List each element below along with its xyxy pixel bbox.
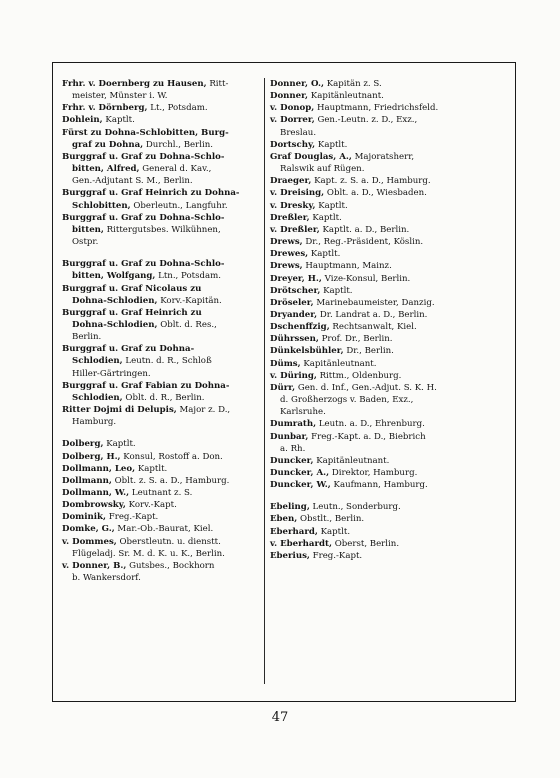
entry-details: Rittm., Oldenburg.	[316, 370, 402, 381]
column-divider	[264, 78, 265, 684]
entry-name: Donner, O.,	[270, 79, 324, 89]
entry-details: Gutsbes., Bockhorn b. Wankersdorf.	[72, 560, 215, 584]
entry-details: Marinebaumeister, Danzig.	[313, 297, 435, 308]
entry-details: Hauptmann, Friedrichsfeld.	[314, 103, 439, 114]
directory-entry	[62, 187, 258, 211]
entry-details: Kapitänleutnant.	[313, 455, 390, 466]
entry-name: Burggraf u. Graf Heinrich zu Dohna- Schlobitten,	[62, 188, 240, 211]
directory-entry	[62, 114, 258, 126]
entry-name: v. Dreßler,	[270, 224, 320, 235]
directory-entry	[270, 78, 510, 90]
entry-details: Kaptlt.	[308, 249, 341, 260]
directory-entry	[270, 102, 510, 114]
entry-name: Burggraf u. Graf zu Dohna-Schlo- bitten, Alfred,	[62, 151, 225, 175]
entry-name: v. Dreising,	[270, 188, 325, 199]
entry-name: Dolberg, H.,	[62, 451, 121, 462]
entry-details: Rechtsanwalt, Kiel.	[329, 322, 417, 333]
entry-name: Draeger,	[270, 176, 312, 187]
entry-details: Kapitänleutnant.	[308, 91, 384, 102]
directory-entry	[270, 260, 510, 272]
directory-entry	[270, 236, 510, 248]
directory-entry	[270, 285, 510, 297]
entry-details: Kaptlt.	[309, 212, 342, 223]
entry-details: Majoratsherr, Ralswik auf Rügen.	[280, 151, 415, 175]
directory-entry	[62, 343, 258, 379]
entry-name: v. Dommes,	[62, 536, 117, 547]
directory-entry	[270, 467, 510, 479]
entry-details: Kaptlt.	[320, 285, 353, 296]
entry-details: Freg.-Kapt. a. D., Biebrich a. Rh.	[280, 431, 426, 454]
entry-name: Dumrath,	[270, 419, 317, 430]
entry-name: Düms,	[270, 358, 301, 369]
entry-name: Dürr,	[270, 382, 296, 393]
entry-details: Oberstleutn. u. dienstt. Flügeladj. Sr. M. d. K. u. K., Berlin.	[72, 536, 225, 559]
directory-entry	[270, 321, 510, 333]
entry-name: v. Düring,	[270, 370, 317, 381]
entry-details: Oblt. d. R., Berlin.	[122, 392, 205, 403]
entry-details: Kaptlt.	[102, 115, 135, 126]
entry-name: Drewes,	[270, 249, 309, 260]
entry-name: Frhr. v. Doernberg zu Hausen,	[62, 79, 207, 89]
entry-name: Dombrowsky,	[62, 500, 126, 511]
entry-details: Leutn. d. R., Schloß Hiller-Gärtringen.	[72, 356, 212, 379]
directory-entry	[62, 463, 258, 475]
entry-details: Dr., Reg.-Präsident, Köslin.	[302, 237, 424, 248]
entry-name: Dollmann, Leo,	[62, 463, 136, 474]
page-number: 47	[271, 710, 289, 725]
directory-entry	[270, 479, 510, 491]
entry-details: Leutnant z. S.	[129, 488, 193, 498]
entry-details: Rittergutsbes. Wilkühnen, Ostpr.	[72, 224, 221, 248]
entry-name: Dröseler,	[270, 297, 314, 308]
entry-details: Freg.-Kapt.	[309, 550, 363, 561]
directory-entry	[270, 370, 510, 382]
entry-details: Vize-Konsul, Berlin.	[321, 273, 411, 284]
directory-entry	[270, 175, 510, 187]
entry-name: Burggraf u. Graf Heinrich zu Dohna-Schlodien,	[62, 307, 202, 330]
entry-name: Dollmann,	[62, 475, 112, 486]
directory-entry	[270, 358, 510, 370]
directory-entry	[270, 455, 510, 467]
entry-name: v. Eberhardt,	[270, 538, 332, 549]
entry-name: Burggraf u. Graf zu Dohna-Schlo- bitten, Wolfgang,	[62, 259, 225, 282]
entry-details: Dr. Landrat a. D., Berlin.	[317, 309, 428, 320]
directory-entry	[62, 102, 258, 114]
entry-details: Gen.-Leutn. z. D., Exz., Breslau.	[280, 115, 418, 138]
directory-entry	[270, 151, 510, 175]
entry-name: Frhr. v. Dörnberg,	[62, 103, 148, 114]
entry-name: v. Dorrer,	[270, 115, 315, 126]
directory-entry	[270, 114, 510, 138]
entry-details: Prof. Dr., Berlin.	[318, 334, 393, 345]
directory-entry	[270, 333, 510, 345]
entry-details: Ritt- meister, Münster i. W.	[72, 79, 229, 102]
directory-entry	[270, 526, 510, 538]
entry-details: Oberleutn., Langfuhr.	[130, 200, 228, 211]
entry-details: General d. Kav., Gen.-Adjutant S. M., Berlin.	[72, 164, 212, 187]
entry-details: Ltn., Potsdam.	[155, 271, 221, 282]
entry-name: v. Donop,	[270, 103, 315, 114]
entry-details: Oblt. z. S. a. D., Hamburg.	[111, 475, 230, 486]
directory-entry	[62, 78, 258, 102]
entry-details: Lt., Potsdam.	[147, 103, 208, 114]
entry-name: Dryander,	[270, 309, 318, 320]
directory-entry	[270, 90, 510, 102]
entry-name: Dschenffzig,	[270, 322, 330, 333]
directory-entry	[62, 404, 258, 428]
entry-name: Dührssen,	[270, 334, 319, 345]
directory-entry	[270, 345, 510, 357]
entry-name: Eben,	[270, 514, 298, 525]
directory-entry	[62, 487, 258, 499]
entry-details: Kapitän z. S.	[324, 79, 382, 89]
entry-details: Mar.-Ob.-Baurat, Kiel.	[114, 524, 214, 535]
directory-entry	[62, 307, 258, 343]
directory-entry	[270, 501, 510, 513]
entry-name: Duncker,	[270, 455, 314, 466]
entry-details: Kaufmann, Hamburg.	[330, 480, 428, 491]
directory-entry	[62, 127, 258, 151]
directory-entry	[270, 248, 510, 260]
entry-details: Kapitänleutnant.	[300, 358, 377, 369]
directory-entry	[62, 380, 258, 404]
entry-name: Burggraf u. Graf zu Dohna- Schlodien,	[62, 344, 195, 367]
entry-name: Ebeling,	[270, 502, 310, 513]
entry-name: Dünkelsbühler,	[270, 346, 344, 357]
entry-details: Leutn., Sonderburg.	[309, 502, 401, 513]
entry-details: Leutn. a. D., Ehrenburg.	[316, 419, 425, 430]
entry-details: Kaptlt. a. D., Berlin.	[319, 224, 410, 235]
directory-entry	[62, 499, 258, 511]
directory-entry	[270, 139, 510, 151]
entry-name: Donner,	[270, 91, 309, 102]
entry-details: Gen. d. Inf., Gen.-Adjut. S. K. H. d. Großherzogs v. Baden, Exz., Karlsruhe.	[280, 382, 437, 418]
entry-name: Drews,	[270, 237, 303, 248]
directory-entry	[62, 536, 258, 560]
entry-details: Oblt. d. Res., Berlin.	[72, 319, 217, 343]
directory-entry	[62, 258, 258, 282]
directory-entry	[270, 200, 510, 212]
directory-entry	[270, 382, 510, 418]
directory-entry	[62, 560, 258, 584]
entry-name: Dreßler,	[270, 212, 310, 223]
entry-details: Oberst, Berlin.	[331, 538, 400, 549]
entry-details: Obstlt., Berlin.	[297, 514, 365, 525]
entry-details: Freg.-Kapt.	[106, 512, 159, 523]
directory-entry	[270, 431, 510, 455]
entry-name: Dohlein,	[62, 115, 103, 126]
entry-details: Korv.-Kapt.	[125, 500, 177, 511]
entry-name: Eberhard,	[270, 526, 318, 537]
entry-name: Drötscher,	[270, 285, 321, 296]
entry-name: Dominik,	[62, 512, 107, 523]
directory-entry	[62, 511, 258, 523]
entry-name: Fürst zu Dohna-Schlobitten, Burg- graf zu Dohna,	[62, 127, 229, 150]
entry-name: Burggraf u. Graf zu Dohna-Schlo- bitten,	[62, 212, 225, 235]
entry-name: Graf Douglas, A.,	[270, 151, 352, 162]
entry-details: Kaptlt.	[103, 439, 136, 450]
directory-entry	[270, 550, 510, 562]
entry-name: Duncker, A.,	[270, 468, 330, 478]
entry-details: Kaptlt.	[317, 526, 351, 537]
directory-entry	[270, 212, 510, 224]
entry-name: v. Dresky,	[270, 200, 316, 211]
entry-name: Eberius,	[270, 550, 310, 561]
directory-entry	[270, 418, 510, 430]
entry-details: Kaptlt.	[315, 139, 348, 150]
directory-entry	[62, 151, 258, 187]
directory-entry	[62, 212, 258, 248]
directory-entry	[62, 523, 258, 535]
directory-entry	[62, 451, 258, 463]
entry-details: Oblt. a. D., Wiesbaden.	[324, 188, 427, 199]
entry-name: Dunbar,	[270, 431, 309, 442]
directory-entry	[270, 309, 510, 321]
directory-entry	[62, 283, 258, 307]
entry-details: Kaptlt.	[315, 200, 348, 211]
directory-entry	[270, 187, 510, 199]
entry-name: Dolberg,	[62, 439, 104, 450]
entry-name: Dortschy,	[270, 139, 316, 150]
entry-details: Dr., Berlin.	[343, 346, 394, 357]
entry-details: Major z. D., Hamburg.	[72, 405, 231, 428]
entry-name: v. Donner, B.,	[62, 560, 127, 571]
entry-details: Kapt. z. S. a. D., Hamburg.	[311, 176, 431, 187]
entry-name: Duncker, W.,	[270, 480, 331, 491]
left-column	[62, 78, 258, 584]
directory-entry	[270, 273, 510, 285]
directory-entry	[62, 438, 258, 450]
entry-details: Direktor, Hamburg.	[329, 468, 418, 478]
entry-details: Kaptlt.	[135, 463, 168, 474]
entry-name: Ritter Dojmi di Delupis,	[62, 405, 177, 416]
directory-entry	[270, 513, 510, 525]
entry-details: Konsul, Rostoff a. Don.	[120, 451, 223, 462]
directory-entry	[62, 475, 258, 487]
entry-name: Burggraf u. Graf Fabian zu Dohna- Schlodien,	[62, 380, 230, 403]
entry-name: Drews,	[270, 261, 303, 272]
entry-name: Domke, G.,	[62, 524, 115, 535]
entry-name: Dollmann, W.,	[62, 488, 130, 498]
directory-entry	[270, 538, 510, 550]
entry-details: Hauptmann, Mainz.	[302, 261, 392, 272]
entry-details: Durchl., Berlin.	[143, 139, 213, 150]
directory-entry	[270, 224, 510, 236]
right-column	[270, 78, 510, 562]
entry-name: Dreyer, H.,	[270, 273, 322, 284]
directory-entry	[270, 297, 510, 309]
entry-details: Korv.-Kapitän.	[157, 295, 222, 306]
entry-name: Burggraf u. Graf Nicolaus zu Dohna-Schlodien,	[62, 283, 202, 306]
